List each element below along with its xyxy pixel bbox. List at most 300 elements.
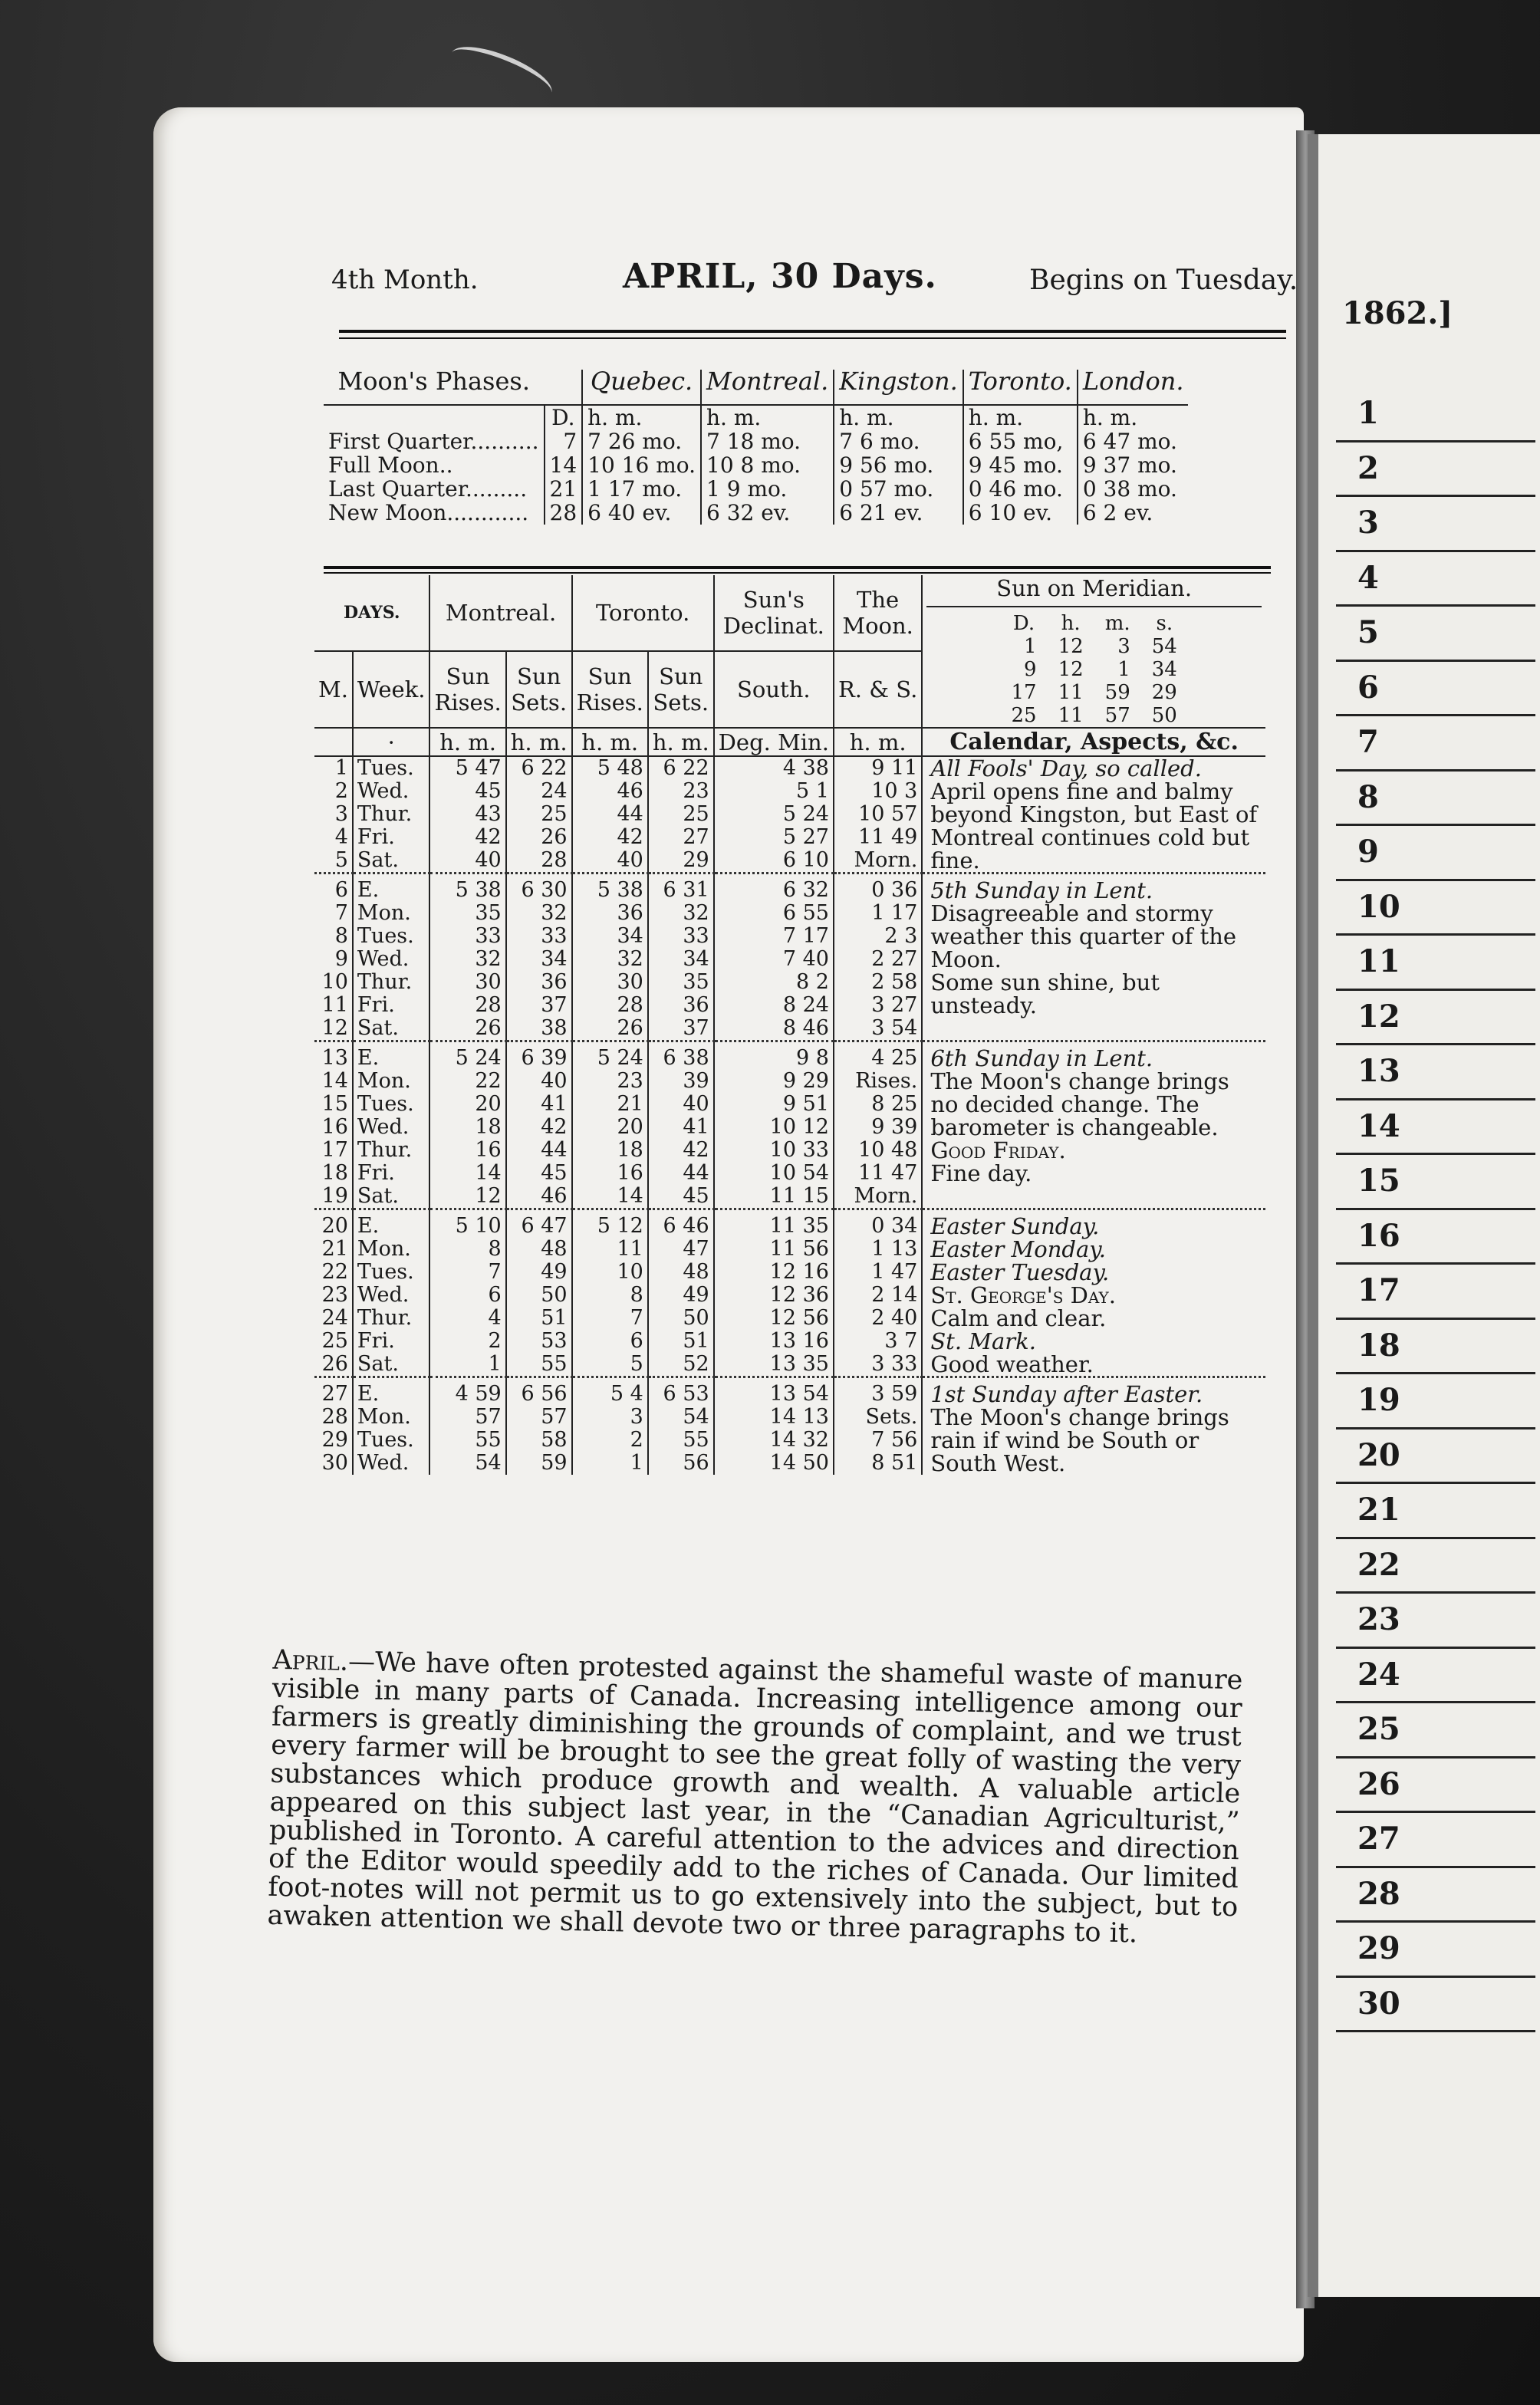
- phase-time: 10 8 mo.: [701, 453, 834, 477]
- meridian-cell: 57: [1104, 704, 1130, 727]
- head-moon: The Moon.: [834, 575, 922, 651]
- montreal-sunrise: 45: [429, 780, 505, 803]
- facing-day-number: 17: [1336, 1265, 1535, 1320]
- footnote-lead: April.: [272, 1644, 349, 1677]
- montreal-sunrise: 54: [429, 1452, 505, 1475]
- montreal-sunset: 42: [506, 1116, 572, 1139]
- calendar-notes: [922, 1041, 1265, 1209]
- moon-rise-set: 3 59: [834, 1377, 922, 1406]
- sun-declination: 14 13: [714, 1406, 834, 1429]
- day-number: 22: [321, 1260, 348, 1284]
- montreal-sunset: 6 22: [506, 756, 572, 780]
- weekday: Thur.: [353, 803, 430, 826]
- montreal-sunset: 32: [506, 902, 572, 925]
- toronto-sunrise: 30: [572, 971, 648, 994]
- daily-table: [314, 575, 1265, 1475]
- montreal-sunrise: 5 10: [429, 1209, 505, 1239]
- toronto-sunrise: 16: [572, 1162, 648, 1185]
- montreal-sunset: 46: [506, 1185, 572, 1209]
- sun-declination: 10 12: [714, 1116, 834, 1139]
- moon-rise-set: Morn.: [834, 849, 922, 873]
- header-rule: [339, 330, 1286, 333]
- calendar-entry: All Fools' Day, so called.: [930, 755, 1202, 781]
- facing-day-number: 27: [1336, 1813, 1535, 1868]
- montreal-sunrise: 7: [429, 1261, 505, 1284]
- sun-declination: 11 56: [714, 1238, 834, 1261]
- meridian-cell: 29: [1151, 681, 1177, 704]
- day-number: 6: [314, 873, 353, 903]
- phase-time: 9 45 mo.: [963, 453, 1078, 477]
- toronto-sunset: 37: [648, 1017, 714, 1041]
- montreal-sunrise: 8: [429, 1238, 505, 1261]
- montreal-sunset: 55: [506, 1353, 572, 1377]
- phase-time: 6 21 ev.: [834, 501, 963, 525]
- sun-declination: 10 54: [714, 1162, 834, 1185]
- city-kingston: Kingston.: [834, 370, 963, 405]
- meridian-cell: 50: [1151, 704, 1177, 727]
- sun-declination: 9 51: [714, 1093, 834, 1116]
- montreal-sunset: 36: [506, 971, 572, 994]
- moon-rise-set: 8 25: [834, 1093, 922, 1116]
- calendar-entry: Easter Sunday.: [930, 1213, 1100, 1239]
- weekday: E.: [353, 1041, 430, 1071]
- weekday: Thur.: [353, 1139, 430, 1162]
- toronto-sunset: 29: [648, 849, 714, 873]
- head-hm-3: h. m.: [572, 728, 648, 756]
- phase-time: 1 17 mo.: [582, 477, 701, 501]
- day-number: 14: [321, 1069, 348, 1093]
- facing-day-number: 8: [1336, 772, 1535, 827]
- sun-declination: 13 16: [714, 1330, 834, 1353]
- toronto-sunrise: 5: [572, 1353, 648, 1377]
- toronto-sunrise: 28: [572, 994, 648, 1017]
- phase-day: 28: [545, 501, 583, 525]
- montreal-sunrise: 4 59: [429, 1377, 505, 1406]
- montreal-sunset: 6 47: [506, 1209, 572, 1239]
- sun-declination: 6 55: [714, 902, 834, 925]
- day-number: 5: [334, 848, 348, 872]
- head-meridian: Sun on Meridian.: [926, 575, 1262, 607]
- begins-label: Begins on Tuesday.: [1029, 265, 1298, 296]
- moon-rise-set: 3 27: [834, 994, 922, 1017]
- sun-declination: 14 50: [714, 1452, 834, 1475]
- moon-rise-set: 0 34: [834, 1209, 922, 1239]
- phases-blank: [324, 405, 545, 429]
- toronto-sunrise: 20: [572, 1116, 648, 1139]
- weekday: Wed.: [353, 1452, 430, 1475]
- sun-declination: 6 32: [714, 873, 834, 903]
- phase-time: 6 40 ev.: [582, 501, 701, 525]
- toronto-sunset: 6 46: [648, 1209, 714, 1239]
- phases-hm-head: h. m.: [582, 405, 701, 429]
- sun-declination: 9 8: [714, 1041, 834, 1071]
- weekday: Sat.: [353, 1185, 430, 1209]
- montreal-sunrise: 20: [429, 1093, 505, 1116]
- sun-declination: 13 35: [714, 1353, 834, 1377]
- weekday: Wed.: [353, 780, 430, 803]
- day-number: 28: [321, 1405, 348, 1429]
- day-number: 27: [314, 1377, 353, 1406]
- facing-day-number: 22: [1336, 1539, 1535, 1594]
- calendar-notes: [922, 756, 1265, 873]
- footnote-text: —We have often protested against the shameful waste of manure visible in many parts of Canada. Increasing intelligence among our farmers is greatly diminishing the grounds of complaint, and we trust every farmer will be brought to see the great folly of wasting the very substances which produce growth and wealth. A valuable article appeared on this subject last year, in the “Canadian Agriculturist,” published in Toronto. A careful attention to the advices and direction of the Editor would speedily add to the riches of Canada. Our limited foot-notes will not permit us to go extensively into the subject, but to awaken attention we shall devote two or three paragraphs to it.: [267, 1646, 1243, 1949]
- phases-title: Moon's Phases.: [324, 370, 545, 405]
- phase-time: 6 32 ev.: [701, 501, 834, 525]
- toronto-sunset: 45: [648, 1185, 714, 1209]
- sun-declination: 11 15: [714, 1185, 834, 1209]
- facing-page-day-numbers: [1336, 387, 1535, 2032]
- day-number: 16: [321, 1115, 348, 1139]
- weekday: Fri.: [353, 1162, 430, 1185]
- day-number: 3: [334, 802, 348, 826]
- montreal-sunset: 38: [506, 1017, 572, 1041]
- moon-rise-set: 3 33: [834, 1353, 922, 1377]
- meridian-table: [1000, 612, 1187, 727]
- weekday: Tues.: [353, 756, 430, 780]
- moon-phases-table: [324, 367, 1286, 525]
- head-declination: Sun's Declinat.: [714, 575, 834, 651]
- head-meridian-block: [922, 575, 1265, 728]
- montreal-sunrise: 14: [429, 1162, 505, 1185]
- meridian-cell: 54: [1151, 635, 1177, 658]
- facing-day-number: 13: [1336, 1045, 1535, 1101]
- calendar-entry: April opens fine and balmy beyond Kingston, but East of Montreal continues cold but fine.: [930, 778, 1258, 873]
- meridian-cell: 11: [1058, 681, 1084, 704]
- facing-day-number: 25: [1336, 1703, 1535, 1759]
- phase-day: 14: [545, 453, 583, 477]
- phase-time: 0 57 mo.: [834, 477, 963, 501]
- montreal-sunset: 59: [506, 1452, 572, 1475]
- phase-time: 6 2 ev.: [1078, 501, 1189, 525]
- day-number: 2: [334, 779, 348, 803]
- montreal-sunset: 6 56: [506, 1377, 572, 1406]
- montreal-sunset: 33: [506, 925, 572, 948]
- calendar-entry: Calm and clear.: [930, 1305, 1107, 1331]
- phase-time: 0 38 mo.: [1078, 477, 1189, 501]
- phases-hm-head: h. m.: [834, 405, 963, 429]
- weekday: E.: [353, 873, 430, 903]
- meridian-row: [1000, 681, 1187, 704]
- meridian-cell: 34: [1151, 658, 1177, 681]
- montreal-sunset: 44: [506, 1139, 572, 1162]
- calendar-entry: Good Friday.: [930, 1137, 1066, 1163]
- sun-declination: 4 38: [714, 756, 834, 780]
- phases-d-spacer: [545, 370, 583, 405]
- weekday: Thur.: [353, 971, 430, 994]
- head-tor-sets: Sun Sets.: [648, 651, 714, 728]
- facing-page-year: 1862.]: [1342, 295, 1453, 331]
- calendar-entry: Easter Monday.: [930, 1236, 1106, 1262]
- toronto-sunset: 6 38: [648, 1041, 714, 1071]
- montreal-sunset: 53: [506, 1330, 572, 1353]
- weekday: Mon.: [353, 1070, 430, 1093]
- toronto-sunset: 33: [648, 925, 714, 948]
- sun-declination: 8 24: [714, 994, 834, 1017]
- meridian-cell: 11: [1058, 704, 1084, 727]
- weekday: Sat.: [353, 849, 430, 873]
- phase-time: 7 26 mo.: [582, 429, 701, 453]
- phases-rule-thin: [324, 572, 1271, 574]
- montreal-sunrise: 4: [429, 1307, 505, 1330]
- facing-day-number: 19: [1336, 1374, 1535, 1430]
- toronto-sunrise: 44: [572, 803, 648, 826]
- montreal-sunrise: 55: [429, 1429, 505, 1452]
- head-hm-2: h. m.: [506, 728, 572, 756]
- montreal-sunrise: 40: [429, 849, 505, 873]
- sun-declination: 11 35: [714, 1209, 834, 1239]
- meridian-cell: 9: [1024, 658, 1037, 681]
- facing-day-number: 18: [1336, 1320, 1535, 1375]
- day-number: 23: [321, 1283, 348, 1307]
- day-number: 17: [321, 1138, 348, 1162]
- calendar-entry: Easter Tuesday.: [930, 1259, 1110, 1285]
- weekday: Tues.: [353, 1093, 430, 1116]
- montreal-sunrise: 1: [429, 1353, 505, 1377]
- meridian-row: [1000, 635, 1187, 658]
- head-blank-week: ·: [353, 728, 430, 756]
- toronto-sunset: 35: [648, 971, 714, 994]
- weekday: Tues.: [353, 1261, 430, 1284]
- montreal-sunrise: 42: [429, 826, 505, 849]
- weekday: Thur.: [353, 1307, 430, 1330]
- toronto-sunset: 55: [648, 1429, 714, 1452]
- toronto-sunrise: 23: [572, 1070, 648, 1093]
- moon-rise-set: Morn.: [834, 1185, 922, 1209]
- sun-declination: 12 56: [714, 1307, 834, 1330]
- toronto-sunset: 48: [648, 1261, 714, 1284]
- moon-rise-set: 10 57: [834, 803, 922, 826]
- meridian-cell: 1: [1117, 658, 1130, 681]
- toronto-sunrise: 18: [572, 1139, 648, 1162]
- sun-declination: 12 36: [714, 1284, 834, 1307]
- toronto-sunrise: 7: [572, 1307, 648, 1330]
- phase-row: [324, 501, 1188, 525]
- toronto-sunset: 56: [648, 1452, 714, 1475]
- facing-day-number: 14: [1336, 1101, 1535, 1156]
- moon-rise-set: 2 14: [834, 1284, 922, 1307]
- facing-day-number: 2: [1336, 443, 1535, 498]
- toronto-sunrise: 1: [572, 1452, 648, 1475]
- phases-d-head: D.: [545, 405, 583, 429]
- day-number: 19: [321, 1184, 348, 1208]
- montreal-sunrise: 32: [429, 948, 505, 971]
- facing-day-number: 5: [1336, 607, 1535, 662]
- head-mtl-rises: Sun Rises.: [429, 651, 505, 728]
- moon-rise-set: 1 13: [834, 1238, 922, 1261]
- toronto-sunrise: 2: [572, 1429, 648, 1452]
- toronto-sunrise: 42: [572, 826, 648, 849]
- city-toronto: Toronto.: [963, 370, 1078, 405]
- montreal-sunset: 40: [506, 1070, 572, 1093]
- montreal-sunset: 26: [506, 826, 572, 849]
- facing-day-number: 16: [1336, 1210, 1535, 1265]
- montreal-sunrise: 6: [429, 1284, 505, 1307]
- phase-time: 6 47 mo.: [1078, 429, 1189, 453]
- toronto-sunset: 54: [648, 1406, 714, 1429]
- meridian-cell: 12: [1058, 635, 1084, 658]
- meridian-row: [1000, 704, 1187, 727]
- moon-rise-set: Sets.: [834, 1406, 922, 1429]
- toronto-sunset: 51: [648, 1330, 714, 1353]
- day-row: [314, 1377, 1265, 1406]
- day-number: 30: [321, 1451, 348, 1475]
- month-label: 4th Month.: [331, 265, 479, 295]
- toronto-sunrise: 8: [572, 1284, 648, 1307]
- toronto-sunset: 6 22: [648, 756, 714, 780]
- phase-name: Last Quarter.........: [328, 476, 528, 502]
- montreal-sunrise: 28: [429, 994, 505, 1017]
- weekday: Sat.: [353, 1017, 430, 1041]
- day-number: 15: [321, 1092, 348, 1116]
- meridian-cell: 17: [1011, 681, 1037, 704]
- head-montreal: Montreal.: [429, 575, 571, 651]
- sun-declination: 5 24: [714, 803, 834, 826]
- moon-rise-set: 2 58: [834, 971, 922, 994]
- moon-rise-set: 11 47: [834, 1162, 922, 1185]
- day-number: 10: [321, 970, 348, 994]
- sun-declination: 9 29: [714, 1070, 834, 1093]
- moon-rise-set: 10 3: [834, 780, 922, 803]
- toronto-sunset: 27: [648, 826, 714, 849]
- weekday: Sat.: [353, 1353, 430, 1377]
- montreal-sunset: 25: [506, 803, 572, 826]
- facing-day-number: 11: [1336, 936, 1535, 991]
- calendar-entry: Disagreeable and stormy weather this quarter of the Moon.: [930, 900, 1237, 972]
- weekday: Tues.: [353, 925, 430, 948]
- header-rule-thin: [339, 337, 1286, 339]
- sun-declination: 14 32: [714, 1429, 834, 1452]
- montreal-sunrise: 33: [429, 925, 505, 948]
- facing-day-number: 23: [1336, 1594, 1535, 1649]
- meridian-cell: 59: [1104, 681, 1130, 704]
- meridian-head: m.: [1104, 612, 1130, 635]
- phase-time: 6 10 ev.: [963, 501, 1078, 525]
- weekday: Tues.: [353, 1429, 430, 1452]
- calendar-entry: Fine day.: [930, 1160, 1032, 1186]
- facing-day-number: 24: [1336, 1649, 1535, 1704]
- montreal-sunrise: 26: [429, 1017, 505, 1041]
- facing-day-number: 29: [1336, 1923, 1535, 1978]
- weekday: Fri.: [353, 826, 430, 849]
- head-hm-1: h. m.: [429, 728, 505, 756]
- montreal-sunrise: 5 38: [429, 873, 505, 903]
- toronto-sunrise: 5 38: [572, 873, 648, 903]
- sun-declination: 7 17: [714, 925, 834, 948]
- toronto-sunrise: 46: [572, 780, 648, 803]
- toronto-sunset: 40: [648, 1093, 714, 1116]
- facing-day-number: 15: [1336, 1155, 1535, 1210]
- phase-time: 0 46 mo.: [963, 477, 1078, 501]
- meridian-head: s.: [1156, 612, 1173, 635]
- day-row: [314, 1209, 1265, 1239]
- phase-name: New Moon............: [328, 500, 529, 525]
- toronto-sunrise: 10: [572, 1261, 648, 1284]
- montreal-sunset: 48: [506, 1238, 572, 1261]
- moon-rise-set: 9 11: [834, 756, 922, 780]
- montreal-sunset: 6 39: [506, 1041, 572, 1071]
- toronto-sunset: 50: [648, 1307, 714, 1330]
- montreal-sunrise: 5 47: [429, 756, 505, 780]
- moon-rise-set: 2 40: [834, 1307, 922, 1330]
- facing-day-number: 4: [1336, 552, 1535, 607]
- montreal-sunrise: 16: [429, 1139, 505, 1162]
- toronto-sunset: 6 53: [648, 1377, 714, 1406]
- meridian-cell: 3: [1117, 635, 1130, 658]
- day-number: 24: [321, 1306, 348, 1330]
- head-toronto: Toronto.: [572, 575, 714, 651]
- montreal-sunset: 6 30: [506, 873, 572, 903]
- weekday: Mon.: [353, 902, 430, 925]
- phase-row: [324, 429, 1188, 453]
- footnote-paragraph: [267, 1644, 1243, 1950]
- day-number: 12: [321, 1016, 348, 1040]
- toronto-sunrise: 5 4: [572, 1377, 648, 1406]
- montreal-sunset: 50: [506, 1284, 572, 1307]
- page-title: APRIL, 30 Days.: [623, 257, 937, 296]
- head-south: South.: [714, 651, 834, 728]
- moon-rise-set: 1 47: [834, 1261, 922, 1284]
- toronto-sunrise: 6: [572, 1330, 648, 1353]
- phase-time: 9 37 mo.: [1078, 453, 1189, 477]
- montreal-sunset: 28: [506, 849, 572, 873]
- calendar-entry: The Moon's change brings rain if wind be South or South West.: [930, 1404, 1229, 1476]
- calendar-entry: The Moon's change brings no decided change. The barometer is changeable.: [930, 1068, 1229, 1140]
- toronto-sunrise: 5 12: [572, 1209, 648, 1239]
- facing-day-number: 7: [1336, 716, 1535, 772]
- day-number: 7: [334, 901, 348, 925]
- phases-hm-head: h. m.: [963, 405, 1078, 429]
- calendar-notes: [922, 873, 1265, 1041]
- montreal-sunset: 45: [506, 1162, 572, 1185]
- moon-rise-set: 8 51: [834, 1452, 922, 1475]
- phase-row: [324, 477, 1188, 501]
- toronto-sunset: 52: [648, 1353, 714, 1377]
- calendar-entry: St. Mark.: [930, 1328, 1036, 1354]
- sun-declination: 7 40: [714, 948, 834, 971]
- moon-rise-set: 0 36: [834, 873, 922, 903]
- day-number: 18: [321, 1161, 348, 1185]
- montreal-sunset: 41: [506, 1093, 572, 1116]
- calendar-entry: 6th Sunday in Lent.: [930, 1045, 1153, 1071]
- weekday: Wed.: [353, 948, 430, 971]
- day-number: 8: [334, 924, 348, 948]
- toronto-sunset: 41: [648, 1116, 714, 1139]
- meridian-cell: 1: [1024, 635, 1037, 658]
- calendar-entry: Some sun shine, but unsteady.: [930, 969, 1160, 1018]
- montreal-sunset: 57: [506, 1406, 572, 1429]
- montreal-sunrise: 57: [429, 1406, 505, 1429]
- meridian-cell: 25: [1011, 704, 1037, 727]
- moon-rise-set: 9 39: [834, 1116, 922, 1139]
- phase-name: First Quarter..........: [328, 429, 539, 454]
- weekday: E.: [353, 1209, 430, 1239]
- phase-time: 1 9 mo.: [701, 477, 834, 501]
- toronto-sunrise: 34: [572, 925, 648, 948]
- calendar-entry: 1st Sunday after Easter.: [930, 1381, 1203, 1407]
- facing-day-number: 1: [1336, 387, 1535, 443]
- sun-declination: 8 2: [714, 971, 834, 994]
- day-row: [314, 756, 1265, 780]
- day-number: 11: [321, 993, 348, 1017]
- toronto-sunset: 32: [648, 902, 714, 925]
- moon-rise-set: Rises.: [834, 1070, 922, 1093]
- toronto-sunrise: 26: [572, 1017, 648, 1041]
- meridian-head: D.: [1012, 612, 1035, 635]
- sun-declination: 13 54: [714, 1377, 834, 1406]
- phase-row: [324, 453, 1188, 477]
- toronto-sunset: 47: [648, 1238, 714, 1261]
- calendar-entry: St. George's Day.: [930, 1282, 1116, 1308]
